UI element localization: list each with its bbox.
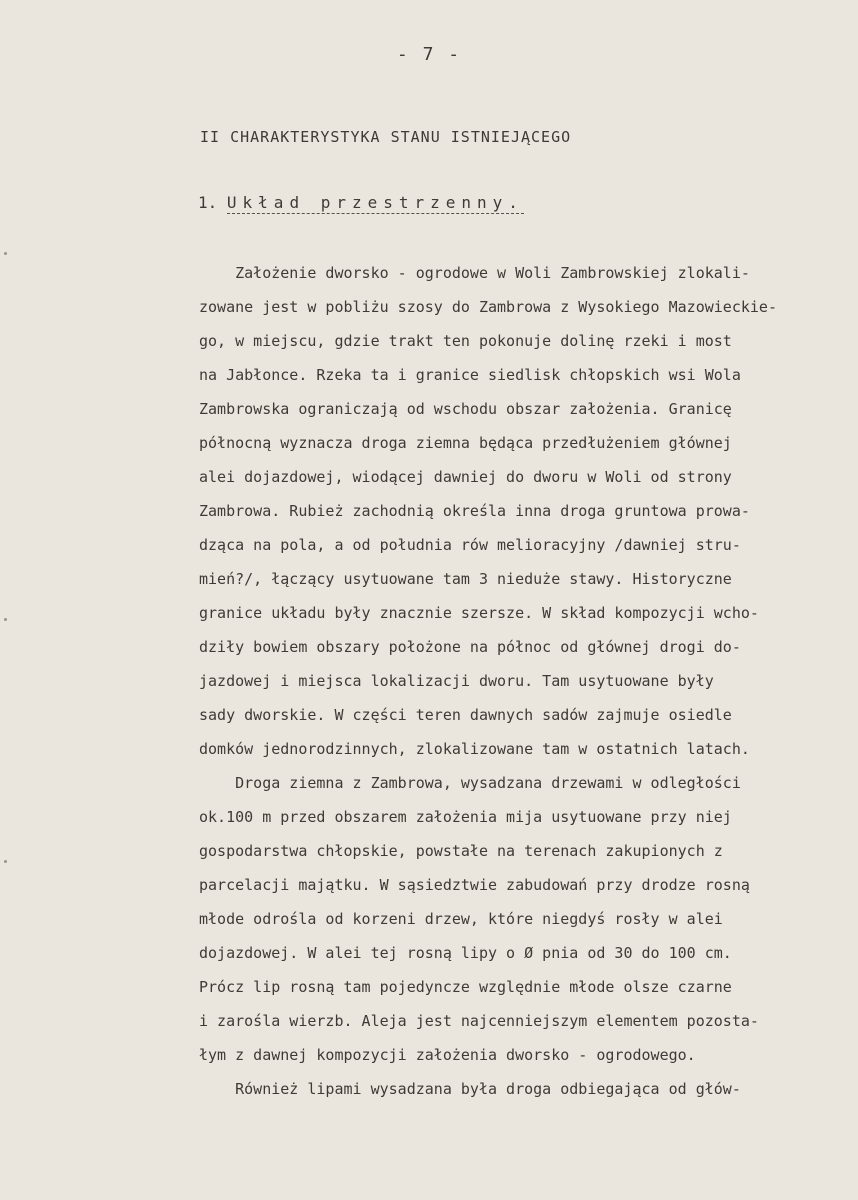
text-line: łym z dawnej kompozycji założenia dworsko - ogrodowego. <box>199 1046 696 1064</box>
text-line: mień?/, łączący usytuowane tam 3 nieduże stawy. Historyczne <box>199 570 732 588</box>
text-line: zowane jest w pobliżu szosy do Zambrowa z Wysokiego Mazowieckie- <box>199 298 777 316</box>
text-line: dziły bowiem obszary położone na północ od głównej drogi do- <box>199 638 741 656</box>
text-line: sady dworskie. W części teren dawnych sadów zajmuje osiedle <box>199 706 732 724</box>
text-line: granice układu były znacznie szersze. W skład kompozycji wcho- <box>199 604 759 622</box>
text-line: Założenie dworsko - ogrodowe w Woli Zambrowskiej zlokali- <box>199 264 750 282</box>
text-line: i zarośla wierzb. Aleja jest najcenniejszym elementem pozosta- <box>199 1012 759 1030</box>
text-line: dząca na pola, a od południa rów melioracyjny /dawniej stru- <box>199 536 741 554</box>
body-text <box>199 256 839 1106</box>
text-line: Również lipami wysadzana była droga odbiegająca od głów- <box>199 1080 741 1098</box>
scan-speck <box>4 618 7 621</box>
text-line: Zambrowa. Rubież zachodnią określa inna droga gruntowa prowa- <box>199 502 750 520</box>
text-line: domków jednorodzinnych, zlokalizowane tam w ostatnich latach. <box>199 740 750 758</box>
section-title: Układ przestrzenny. <box>226 193 524 212</box>
text-line: alei dojazdowej, wiodącej dawniej do dworu w Woli od strony <box>199 468 732 486</box>
text-line: Droga ziemna z Zambrowa, wysadzana drzewami w odległości <box>199 774 741 792</box>
scan-speck <box>4 860 7 863</box>
text-line: parcelacji majątku. W sąsiedztwie zabudowań przy drodze rosną <box>199 876 750 894</box>
text-line: dojazdowej. W alei tej rosną lipy o Ø pnia od 30 do 100 cm. <box>199 944 732 962</box>
text-line: młode odrośla od korzeni drzew, które niegdyś rosły w alei <box>199 910 723 928</box>
text-line: północną wyznacza droga ziemna będąca przedłużeniem głównej <box>199 434 732 452</box>
text-line: Zambrowska ograniczają od wschodu obszar założenia. Granicę <box>199 400 732 418</box>
text-line: go, w miejscu, gdzie trakt ten pokonuje dolinę rzeki i most <box>199 332 732 350</box>
text-line: Prócz lip rosną tam pojedyncze względnie młode olsze czarne <box>199 978 732 996</box>
text-line: na Jabłonce. Rzeka ta i granice siedlisk chłopskich wsi Wola <box>199 366 741 384</box>
text-line: gospodarstwa chłopskie, powstałe na terenach zakupionych z <box>199 842 723 860</box>
page-number: - 7 - <box>396 44 462 65</box>
chapter-heading: II CHARAKTERYSTYKA STANU ISTNIEJĄCEGO <box>200 128 572 146</box>
text-line: ok.100 m przed obszarem założenia mija usytuowane przy niej <box>199 808 732 826</box>
section-number: 1. <box>198 193 218 212</box>
text-line: jazdowej i miejsca lokalizacji dworu. Tam usytuowane były <box>199 672 714 690</box>
scan-speck <box>4 252 7 255</box>
section-heading <box>198 193 524 212</box>
